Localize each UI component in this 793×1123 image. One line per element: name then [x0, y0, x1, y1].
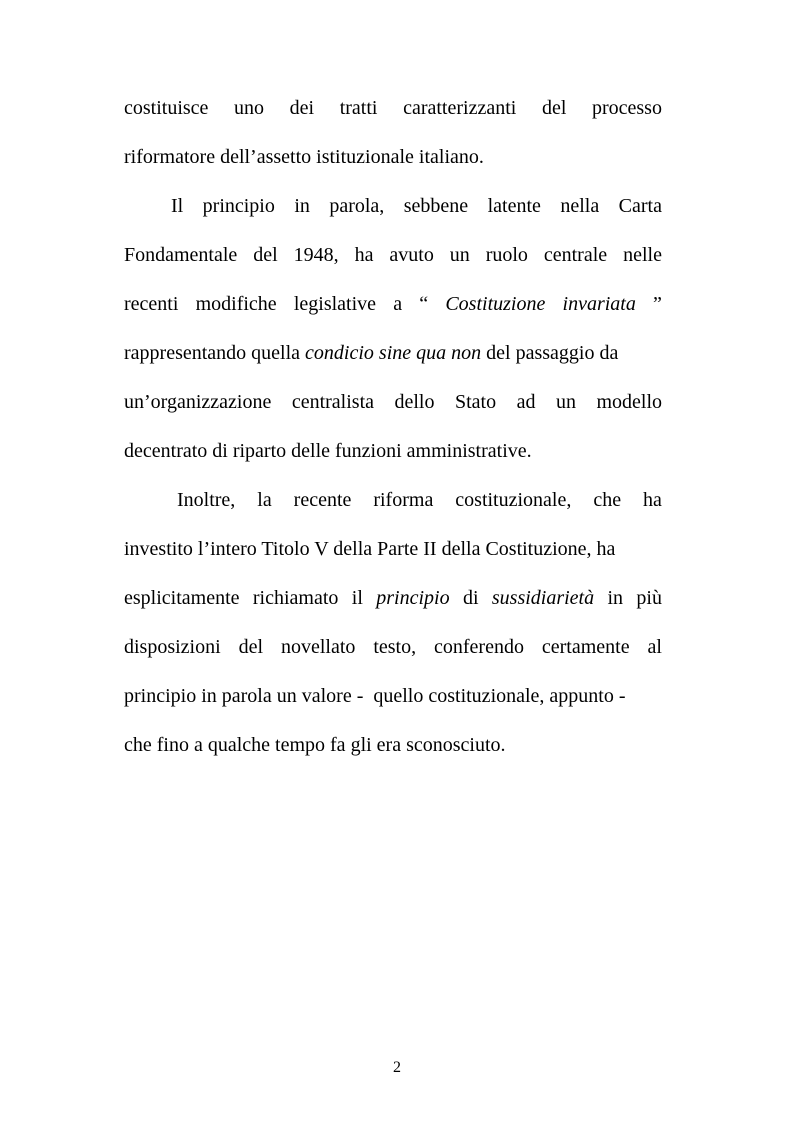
- word: centralista: [291, 391, 375, 413]
- word: un: [555, 391, 576, 413]
- word: Stato: [454, 391, 497, 413]
- word: centrale: [543, 244, 608, 266]
- text-line: [124, 95, 662, 121]
- word: disposizioni: [124, 636, 221, 658]
- word: nella: [560, 195, 600, 217]
- word: ruolo: [485, 244, 528, 266]
- word: “: [419, 293, 429, 315]
- word: la: [257, 489, 272, 511]
- word: esplicitamente: [124, 587, 240, 609]
- word: modifiche: [195, 293, 277, 315]
- word: costituzionale,: [455, 489, 572, 511]
- word: richiamato: [252, 587, 339, 609]
- word: di: [462, 587, 479, 609]
- text-line: [171, 193, 662, 219]
- word: modello: [596, 391, 662, 413]
- word: conferendo: [434, 636, 524, 658]
- text-line: [124, 585, 662, 611]
- word: Inoltre,: [177, 489, 236, 511]
- word: nelle: [623, 244, 662, 266]
- word: ha: [643, 489, 662, 511]
- word: a: [393, 293, 403, 315]
- word: in: [294, 195, 310, 217]
- word: uno: [234, 97, 265, 119]
- word: un’organizzazione: [124, 391, 272, 413]
- italic-phrase: condicio sine qua non: [305, 342, 482, 364]
- page-number: 2: [393, 1059, 401, 1076]
- word: sebbene: [403, 195, 469, 217]
- italic-word: sussidiarietà: [491, 587, 595, 609]
- word: Fondamentale: [124, 244, 238, 266]
- text-line: decentrato di riparto delle funzioni amministrative.: [124, 440, 532, 462]
- word: processo: [591, 97, 662, 119]
- word: tratti: [339, 97, 378, 119]
- word: del: [253, 244, 278, 266]
- word: che: [593, 489, 622, 511]
- word: Il: [171, 195, 184, 217]
- word: recenti: [124, 293, 179, 315]
- word: testo,: [373, 636, 417, 658]
- text-line: principio in parola un valore - quello costituzionale, appunto -: [124, 685, 626, 707]
- word: 1948,: [293, 244, 339, 266]
- word: ad: [516, 391, 536, 413]
- word: parola,: [329, 195, 385, 217]
- word: latente: [487, 195, 541, 217]
- text-line: riformatore dell’assetto istituzionale italiano.: [124, 146, 484, 168]
- italic-word: invariata: [562, 293, 636, 315]
- italic-word: Costituzione: [445, 293, 546, 315]
- word: ”: [653, 293, 662, 315]
- word: principio: [202, 195, 275, 217]
- word: il: [351, 587, 363, 609]
- word: al: [647, 636, 662, 658]
- text-line: che fino a qualche tempo fa gli era sconosciuto.: [124, 734, 506, 756]
- text-line: [124, 634, 662, 660]
- text-line: [124, 242, 662, 268]
- word: ha: [354, 244, 374, 266]
- word: del: [541, 97, 567, 119]
- word: Carta: [618, 195, 662, 217]
- word: del: [238, 636, 264, 658]
- word: un: [449, 244, 470, 266]
- text-run: del passaggio da: [481, 342, 619, 364]
- text-line: [177, 487, 662, 513]
- word: caratterizzanti: [403, 97, 517, 119]
- text-line: [124, 340, 662, 366]
- italic-word: principio: [376, 587, 450, 609]
- word: novellato: [280, 636, 356, 658]
- word: più: [636, 587, 662, 609]
- word: dei: [289, 97, 315, 119]
- text-run: rappresentando quella: [124, 342, 306, 364]
- word: avuto: [389, 244, 434, 266]
- word: dello: [394, 391, 435, 413]
- word: legislative: [293, 293, 377, 315]
- word: certamente: [541, 636, 630, 658]
- text-line: investito l’intero Titolo V della Parte II della Costituzione, ha: [124, 538, 616, 560]
- word: costituisce: [124, 97, 209, 119]
- word: recente: [293, 489, 352, 511]
- word: riforma: [373, 489, 434, 511]
- text-line: [124, 291, 662, 317]
- text-line: [124, 389, 662, 415]
- word: in: [607, 587, 624, 609]
